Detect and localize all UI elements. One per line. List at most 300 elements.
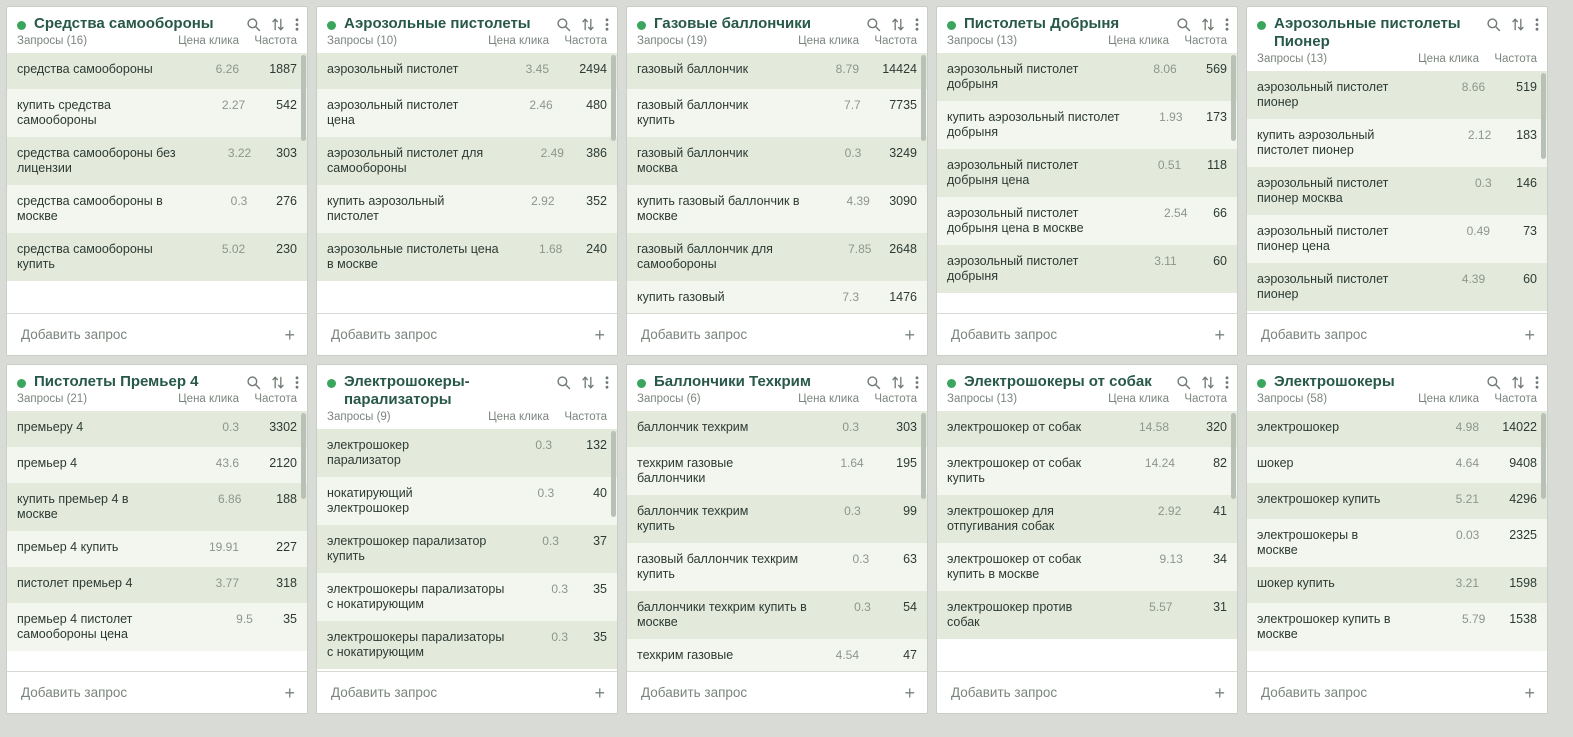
click-price: 2.54: [1164, 206, 1188, 220]
click-price: 0.3: [852, 552, 870, 566]
card-title: Электрошокеры от собак: [964, 373, 1152, 390]
sort-icon[interactable]: [891, 17, 905, 32]
table-row[interactable]: [1247, 215, 1547, 263]
query-text: купить средства самообороны: [17, 98, 111, 127]
frequency: 480: [586, 98, 607, 112]
plus-icon: +: [284, 324, 295, 345]
table-row[interactable]: [7, 185, 307, 233]
add-query-button[interactable]: [317, 671, 617, 713]
table-row[interactable]: [937, 53, 1237, 101]
table-row[interactable]: [937, 591, 1237, 639]
frequency: 318: [276, 576, 297, 590]
table-row[interactable]: [7, 483, 307, 531]
query-text: нокатирующий электрошокер: [327, 486, 413, 515]
card-header-actions: [246, 15, 299, 32]
search-icon[interactable]: [1176, 17, 1191, 32]
click-price: 19.91: [208, 540, 239, 554]
frequency: 34: [1213, 552, 1227, 566]
add-query-label: Добавить запрос: [331, 685, 438, 700]
add-query-button[interactable]: [7, 313, 307, 355]
click-price: 0.3: [842, 420, 859, 434]
frequency: 31: [1213, 600, 1227, 614]
click-price: 5.79: [1462, 612, 1486, 626]
query-text: электрошокер от собак: [947, 420, 1082, 434]
frequency: 303: [276, 146, 298, 160]
column-header-price: Цена клика: [1418, 393, 1479, 405]
column-header-price: Цена клика: [1108, 393, 1169, 405]
query-text: электрошокер парализатор: [327, 438, 410, 467]
table-row[interactable]: [1247, 167, 1547, 215]
table-row[interactable]: [7, 531, 307, 567]
table-row[interactable]: [1247, 263, 1547, 311]
status-dot-icon: [947, 21, 956, 30]
column-header-queries: Запросы (21): [17, 393, 88, 405]
query-text: аэрозольный пистолет пионер цена: [1257, 224, 1389, 253]
card-title: Аэрозольные пистолеты: [344, 15, 531, 32]
vertical-scrollbar[interactable]: [611, 55, 616, 141]
table-row[interactable]: [7, 89, 307, 137]
query-text: премьеру 4: [17, 420, 84, 434]
click-price: 3.21: [1455, 576, 1479, 590]
frequency: 276: [276, 194, 298, 208]
column-header-queries: Запросы (16): [17, 35, 88, 47]
column-headers: [7, 33, 307, 53]
query-text: купить аэрозольный пистолет: [327, 194, 445, 223]
click-price: 0.3: [537, 486, 555, 500]
frequency: 2648: [889, 242, 917, 256]
vertical-scrollbar[interactable]: [1231, 413, 1236, 499]
add-query-label: Добавить запрос: [641, 685, 748, 700]
query-list: [317, 53, 617, 313]
frequency: 1476: [889, 290, 917, 304]
more-options-icon[interactable]: [915, 375, 919, 390]
query-text: баллончик техкрим купить: [637, 504, 749, 533]
add-query-button[interactable]: [627, 671, 927, 713]
table-row[interactable]: [627, 495, 927, 543]
card-header: [317, 7, 617, 33]
sort-icon[interactable]: [271, 375, 285, 390]
query-text: техкрим газовые баллончики: [637, 456, 734, 485]
plus-icon: +: [594, 682, 605, 703]
table-row[interactable]: [937, 447, 1237, 495]
query-text: электрошокер купить: [1257, 492, 1381, 506]
card-title: Газовые баллончики: [654, 15, 811, 32]
query-text: премьер 4 пистолет самообороны цена: [17, 612, 133, 641]
query-text: газовый баллончик купить: [637, 98, 749, 127]
column-header-queries: Запросы (19): [637, 35, 708, 47]
search-icon[interactable]: [556, 375, 571, 390]
status-dot-icon: [1257, 21, 1266, 30]
click-price: 2.46: [529, 98, 553, 112]
table-row[interactable]: [317, 621, 617, 669]
frequency: 14022: [1502, 420, 1537, 434]
column-header-frequency: Частота: [254, 35, 297, 47]
click-price: 9.5: [236, 612, 253, 626]
vertical-scrollbar[interactable]: [1231, 55, 1236, 141]
table-row[interactable]: [937, 149, 1237, 197]
table-row[interactable]: [627, 447, 927, 495]
column-header-frequency: Частота: [564, 35, 607, 47]
table-row[interactable]: [937, 245, 1237, 293]
group-card: [1246, 6, 1548, 356]
vertical-scrollbar[interactable]: [611, 431, 616, 517]
query-text: газовый баллончик: [637, 62, 749, 76]
more-options-icon[interactable]: [915, 17, 919, 32]
plus-icon: +: [594, 324, 605, 345]
plus-icon: +: [1214, 682, 1225, 703]
table-row[interactable]: [1247, 519, 1547, 567]
query-text: аэрозольные пистолеты цена в москве: [327, 242, 499, 271]
add-query-button[interactable]: [1247, 671, 1547, 713]
more-options-icon[interactable]: [1225, 17, 1229, 32]
column-header-frequency: Частота: [874, 393, 917, 405]
frequency: 54: [903, 600, 917, 614]
query-text: электрошокер против собак: [947, 600, 1073, 629]
frequency: 519: [1516, 80, 1537, 94]
card-header-actions: [556, 373, 609, 390]
table-row[interactable]: [317, 429, 617, 477]
card-header-actions: [1486, 373, 1539, 390]
plus-icon: +: [1524, 324, 1535, 345]
vertical-scrollbar[interactable]: [301, 413, 306, 499]
sort-icon[interactable]: [891, 375, 905, 390]
table-row[interactable]: [7, 137, 307, 185]
click-price: 2.92: [531, 194, 555, 208]
click-price: 1.68: [538, 242, 563, 256]
click-price: 0.3: [551, 582, 569, 596]
add-query-button[interactable]: [937, 671, 1237, 713]
table-row[interactable]: [1247, 567, 1547, 603]
group-card: [626, 364, 928, 714]
frequency: 146: [1516, 176, 1537, 190]
table-row[interactable]: [7, 447, 307, 483]
vertical-scrollbar[interactable]: [921, 55, 926, 141]
sort-icon[interactable]: [1201, 17, 1215, 32]
click-price: 2.12: [1467, 128, 1492, 142]
more-options-icon[interactable]: [605, 375, 609, 390]
search-icon[interactable]: [866, 17, 881, 32]
frequency: 1887: [269, 62, 297, 76]
query-text: электрошокеры парализаторы с нокатирующим: [327, 582, 505, 611]
sort-icon[interactable]: [1201, 375, 1215, 390]
table-row[interactable]: [627, 53, 927, 89]
column-header-queries: Запросы (9): [327, 411, 391, 423]
query-list: [1247, 71, 1547, 313]
card-header: [1247, 7, 1547, 51]
table-row[interactable]: [627, 281, 927, 313]
column-header-frequency: Частота: [874, 35, 917, 47]
frequency: 73: [1523, 224, 1537, 238]
table-row[interactable]: [937, 543, 1237, 591]
table-row[interactable]: [1247, 603, 1547, 651]
click-price: 0.3: [535, 438, 553, 452]
table-row[interactable]: [317, 477, 617, 525]
search-icon[interactable]: [556, 17, 571, 32]
table-row[interactable]: [627, 591, 927, 639]
card-header-actions: [1176, 15, 1229, 32]
card-header-actions: [866, 15, 919, 32]
table-row[interactable]: [627, 185, 927, 233]
query-text: шокер: [1257, 456, 1294, 470]
sort-icon[interactable]: [271, 17, 285, 32]
frequency: 195: [896, 456, 917, 470]
frequency: 60: [1523, 272, 1537, 286]
frequency: 4296: [1509, 492, 1537, 506]
query-text: аэрозольный пистолет пионер: [1257, 272, 1389, 301]
click-price: 0.3: [1474, 176, 1492, 190]
column-header-frequency: Частота: [254, 393, 297, 405]
query-text: баллончик техкрим: [637, 420, 749, 434]
frequency: 66: [1213, 206, 1227, 220]
card-title: Пистолеты Добрыня: [964, 15, 1120, 32]
plus-icon: +: [904, 682, 915, 703]
add-query-button[interactable]: [627, 313, 927, 355]
status-dot-icon: [327, 379, 336, 388]
query-text: газовый баллончик москва: [637, 146, 749, 175]
frequency: 2325: [1509, 528, 1537, 542]
click-price: 0.3: [551, 630, 569, 644]
click-price: 4.39: [1461, 272, 1486, 286]
card-header: [937, 7, 1237, 33]
column-headers: [627, 391, 927, 411]
table-row[interactable]: [937, 411, 1237, 447]
group-card: [936, 364, 1238, 714]
table-row[interactable]: [627, 89, 927, 137]
frequency: 14424: [882, 62, 917, 76]
search-icon[interactable]: [246, 17, 261, 32]
frequency: 40: [593, 486, 607, 500]
click-price: 0.3: [222, 420, 239, 434]
table-row[interactable]: [937, 197, 1237, 245]
column-header-queries: Запросы (6): [637, 393, 701, 405]
query-text: купить премьер 4 в москве: [17, 492, 129, 521]
search-icon[interactable]: [1486, 17, 1501, 32]
column-headers: [937, 33, 1237, 53]
status-dot-icon: [327, 21, 336, 30]
add-query-label: Добавить запрос: [1261, 327, 1368, 342]
search-icon[interactable]: [246, 375, 261, 390]
table-row[interactable]: [627, 233, 927, 281]
plus-icon: +: [1524, 682, 1535, 703]
query-list: [7, 411, 307, 671]
column-header-frequency: Частота: [1494, 393, 1537, 405]
click-price: 3.11: [1154, 254, 1177, 268]
query-text: аэрозольный пистолет пионер: [1257, 80, 1389, 109]
table-row[interactable]: [7, 567, 307, 603]
column-headers: [1247, 391, 1547, 411]
query-text: аэрозольный пистолет: [327, 62, 459, 76]
query-text: купить газовый баллончик в москве: [637, 194, 800, 223]
table-row[interactable]: [7, 603, 307, 651]
query-text: электрошокер парализатор купить: [327, 534, 487, 563]
frequency: 542: [276, 98, 297, 112]
column-headers: [627, 33, 927, 53]
table-row[interactable]: [937, 101, 1237, 149]
status-dot-icon: [17, 379, 26, 388]
query-text: аэрозольный пистолет добрыня цена: [947, 158, 1079, 187]
frequency: 240: [586, 242, 607, 256]
click-price: 43.6: [215, 456, 239, 470]
column-header-price: Цена клика: [178, 35, 239, 47]
table-row[interactable]: [937, 495, 1237, 543]
column-headers: [937, 391, 1237, 411]
frequency: 132: [586, 438, 607, 452]
table-row[interactable]: [1247, 483, 1547, 519]
click-price: 0.51: [1157, 158, 1182, 172]
frequency: 173: [1206, 110, 1227, 124]
table-row[interactable]: [317, 233, 617, 281]
sort-icon[interactable]: [581, 375, 595, 390]
add-query-button[interactable]: [1247, 313, 1547, 355]
more-options-icon[interactable]: [1535, 17, 1539, 32]
add-query-button[interactable]: [7, 671, 307, 713]
vertical-scrollbar[interactable]: [1541, 413, 1546, 499]
status-dot-icon: [17, 21, 26, 30]
table-row[interactable]: [317, 185, 617, 233]
column-header-price: Цена клика: [1108, 35, 1169, 47]
frequency: 118: [1207, 158, 1227, 172]
frequency: 82: [1213, 456, 1227, 470]
table-row[interactable]: [1247, 71, 1547, 119]
table-row[interactable]: [7, 53, 307, 89]
frequency: 60: [1213, 254, 1227, 268]
add-query-button[interactable]: [317, 313, 617, 355]
column-header-frequency: Частота: [1184, 35, 1227, 47]
click-price: 8.66: [1461, 80, 1486, 94]
column-headers: [317, 409, 617, 429]
frequency: 35: [593, 630, 607, 644]
more-options-icon[interactable]: [605, 17, 609, 32]
query-list: [7, 53, 307, 313]
table-row[interactable]: [317, 137, 617, 185]
card-title: Электрошокеры: [1274, 373, 1395, 390]
frequency: 3302: [269, 420, 297, 434]
query-list: [937, 411, 1237, 671]
search-icon[interactable]: [1176, 375, 1191, 390]
more-options-icon[interactable]: [295, 17, 299, 32]
more-options-icon[interactable]: [1225, 375, 1229, 390]
table-row[interactable]: [317, 53, 617, 89]
sort-icon[interactable]: [1511, 375, 1525, 390]
click-price: 6.26: [215, 62, 239, 76]
query-list: [627, 411, 927, 671]
table-row[interactable]: [627, 639, 927, 671]
table-row[interactable]: [627, 411, 927, 447]
query-text: купить газовый: [637, 290, 725, 304]
column-header-frequency: Частота: [564, 411, 607, 423]
column-headers: [7, 391, 307, 411]
card-title: Пистолеты Премьер 4: [34, 373, 199, 390]
card-header-actions: [246, 373, 299, 390]
query-text: пистолет премьер 4: [17, 576, 133, 590]
query-text: купить аэрозольный пистолет добрыня: [947, 110, 1120, 139]
frequency: 37: [593, 534, 607, 548]
click-price: 3.45: [525, 62, 549, 76]
frequency: 230: [276, 242, 297, 256]
query-text: шокер купить: [1257, 576, 1335, 590]
query-text: аэрозольный пистолет для самообороны: [327, 146, 484, 175]
frequency: 303: [896, 420, 917, 434]
click-price: 1.64: [840, 456, 864, 470]
sort-icon[interactable]: [581, 17, 595, 32]
click-price: 0.3: [844, 504, 861, 518]
column-header-price: Цена клика: [488, 35, 549, 47]
query-text: средства самообороны купить: [17, 242, 153, 271]
column-header-price: Цена клика: [488, 411, 549, 423]
more-options-icon[interactable]: [295, 375, 299, 390]
table-row[interactable]: [7, 411, 307, 447]
frequency: 1538: [1509, 612, 1537, 626]
sort-icon[interactable]: [1511, 17, 1525, 32]
click-price: 8.79: [835, 62, 859, 76]
query-text: электрошокер: [1257, 420, 1340, 434]
click-price: 3.22: [227, 146, 252, 160]
query-text: аэрозольный пистолет добрыня: [947, 254, 1079, 283]
frequency: 9408: [1509, 456, 1537, 470]
click-price: 5.21: [1455, 492, 1479, 506]
card-header: [1247, 365, 1547, 391]
vertical-scrollbar[interactable]: [1541, 73, 1546, 159]
column-header-queries: Запросы (10): [327, 35, 398, 47]
search-icon[interactable]: [1486, 375, 1501, 390]
query-text: электрошокер для отпугивания собак: [947, 504, 1055, 533]
add-query-label: Добавить запрос: [951, 327, 1058, 342]
column-header-price: Цена клика: [178, 393, 239, 405]
group-card: [936, 6, 1238, 356]
query-text: аэрозольный пистолет добрыня: [947, 62, 1079, 91]
add-query-button[interactable]: [937, 313, 1237, 355]
click-price: 2.49: [540, 146, 564, 160]
frequency: 2120: [269, 456, 297, 470]
frequency: 63: [903, 552, 917, 566]
table-row[interactable]: [627, 543, 927, 591]
table-row[interactable]: [1247, 119, 1547, 167]
add-query-label: Добавить запрос: [21, 685, 128, 700]
table-row[interactable]: [1247, 411, 1547, 447]
query-text: аэрозольный пистолет цена: [327, 98, 459, 127]
vertical-scrollbar[interactable]: [301, 55, 306, 141]
status-dot-icon: [947, 379, 956, 388]
table-row[interactable]: [317, 573, 617, 621]
frequency: 320: [1206, 420, 1227, 434]
search-icon[interactable]: [866, 375, 881, 390]
table-row[interactable]: [317, 89, 617, 137]
click-price: 0.3: [854, 600, 871, 614]
card-header: [627, 7, 927, 33]
query-text: баллончики техкрим купить в москве: [637, 600, 807, 629]
query-text: средства самообороны: [17, 62, 153, 76]
query-text: премьер 4: [17, 456, 78, 470]
column-header-price: Цена клика: [798, 393, 859, 405]
more-options-icon[interactable]: [1535, 375, 1539, 390]
vertical-scrollbar[interactable]: [921, 413, 926, 499]
table-row[interactable]: [627, 137, 927, 185]
query-text: средства самообороны без лицензии: [17, 146, 176, 175]
table-row[interactable]: [317, 525, 617, 573]
click-price: 9.13: [1159, 552, 1183, 566]
table-row[interactable]: [7, 233, 307, 281]
card-header-actions: [1176, 373, 1229, 390]
table-row[interactable]: [1247, 447, 1547, 483]
column-header-price: Цена клика: [1418, 53, 1479, 65]
status-dot-icon: [637, 21, 646, 30]
card-header: [317, 365, 617, 409]
frequency: 35: [283, 612, 297, 626]
column-header-queries: Запросы (13): [947, 35, 1018, 47]
query-text: электрошокер купить в москве: [1257, 612, 1391, 641]
query-text: средства самообороны в москве: [17, 194, 163, 223]
group-card: [316, 6, 618, 356]
